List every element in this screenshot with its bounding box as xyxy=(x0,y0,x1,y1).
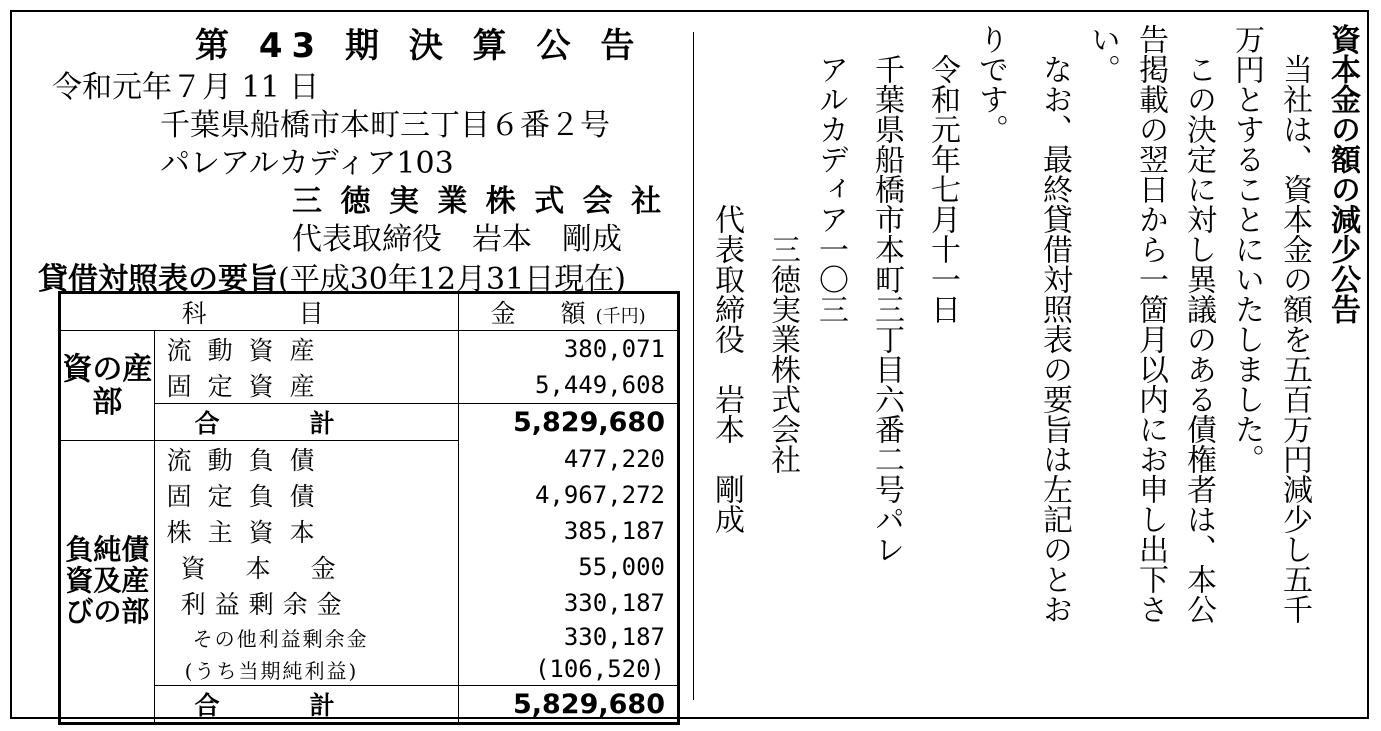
representative: 代表取締役 岩本 剛成 xyxy=(292,222,622,257)
vertical-text-column: 千葉県船橋市本町三丁目六番二号パレ xyxy=(869,24,904,564)
row-label: 流動資産 xyxy=(154,331,459,368)
balance-sheet-date: (平成30年12月31日現在) xyxy=(278,262,626,297)
company-address-line1: 千葉県船橋市本町三丁目６番２号 xyxy=(160,108,610,143)
row-label: 資本金 xyxy=(154,549,459,585)
capital-notice-title: 資本金の額の減少公告 xyxy=(1325,24,1360,324)
header-amount-label: 金 額 xyxy=(490,299,596,328)
total-label: 合計 xyxy=(154,686,459,724)
header-amount xyxy=(459,293,679,331)
company-name: 三 徳 実 業 株 式 会 社 xyxy=(292,184,666,219)
row-value: (106,520) xyxy=(459,653,679,686)
row-label: 固定負債 xyxy=(154,477,459,513)
vertical-text-column: 万円とすることにいたしました。 xyxy=(1229,24,1264,474)
notice-title: 第 43 期 決 算 公 告 xyxy=(195,26,644,66)
section-label-assets: 資の産部 xyxy=(60,331,155,441)
vertical-text-column: 告掲載の翌日から一箇月以内にお申し出下さ xyxy=(1133,24,1168,624)
row-value: 5,449,608 xyxy=(459,367,679,404)
table-row xyxy=(60,441,679,478)
divider-line xyxy=(693,32,694,700)
row-label: 固定資産 xyxy=(154,367,459,404)
vertical-text-column: 代表取締役 岩本 剛成 xyxy=(709,24,744,534)
row-label: (うち当期純利益) xyxy=(154,653,459,686)
header-amount-unit: (千円) xyxy=(595,306,646,327)
vertical-text-column: 三徳実業株式会社 xyxy=(765,24,800,474)
balance-sheet-title-text: 貸借対照表の要旨 xyxy=(38,262,278,297)
row-value: 4,967,272 xyxy=(459,477,679,513)
total-label: 合計 xyxy=(154,404,459,441)
row-label: 利益剰余金 xyxy=(154,585,459,621)
table-row xyxy=(60,331,679,368)
vertical-text-column: 当社は、資本金の額を五百万円減少し五千 xyxy=(1277,24,1312,624)
row-value: 55,000 xyxy=(459,549,679,585)
row-value: 330,187 xyxy=(459,621,679,653)
total-value: 5,829,680 xyxy=(459,686,679,724)
row-value: 330,187 xyxy=(459,585,679,621)
row-value: 477,220 xyxy=(459,441,679,478)
vertical-text-column: 令和元年七月十一日 xyxy=(925,24,960,324)
header-item: 科 目 xyxy=(60,293,459,331)
notice-date: 令和元年７月 11 日 xyxy=(52,70,320,105)
vertical-text-column: この決定に対し異議のある債権者は、本公 xyxy=(1181,24,1216,624)
row-label: 流動負債 xyxy=(154,441,459,478)
balance-sheet-table xyxy=(58,291,680,725)
vertical-text-column: りです。 xyxy=(973,24,1008,144)
row-value: 380,071 xyxy=(459,331,679,368)
company-address-line2: パレアルカディア103 xyxy=(160,146,454,181)
vertical-text-column: い。 xyxy=(1085,24,1120,84)
row-label: 株主資本 xyxy=(154,513,459,549)
total-value: 5,829,680 xyxy=(459,404,679,441)
section-label-liabilities: 負純債資及産びの部 xyxy=(60,441,155,724)
row-value: 385,187 xyxy=(459,513,679,549)
table-header-row xyxy=(60,293,679,331)
row-label: その他利益剰余金 xyxy=(154,621,459,653)
vertical-text-column: なお、最終貸借対照表の要旨は左記のとお xyxy=(1037,24,1072,624)
financial-statement-notice xyxy=(30,14,680,720)
vertical-text-column: アルカディア一〇三 xyxy=(813,24,848,324)
